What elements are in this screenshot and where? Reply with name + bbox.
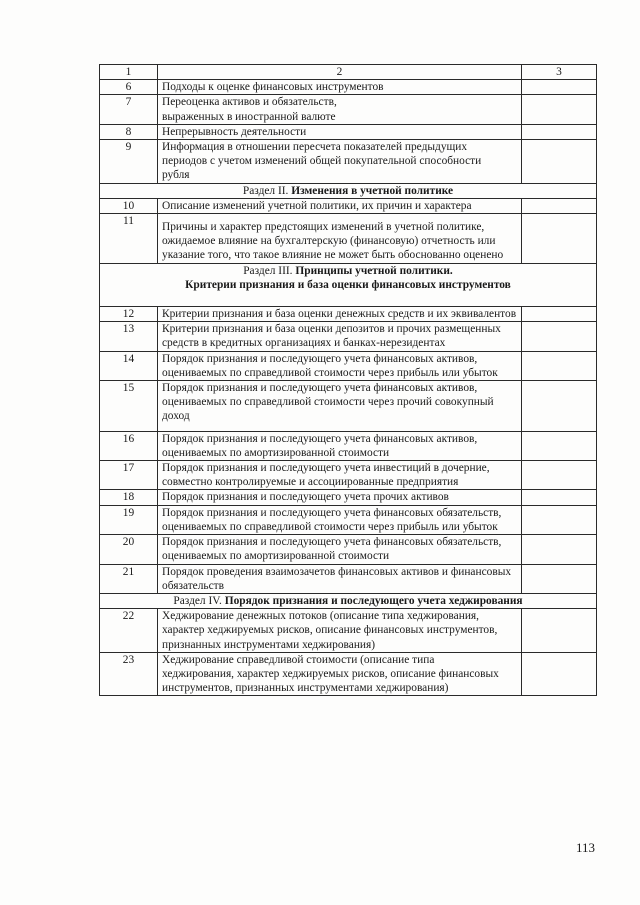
page-number: 113	[576, 840, 596, 855]
row-value-cell	[522, 307, 597, 322]
row-number: 22	[100, 609, 158, 653]
row-text: Порядок проведения взаимозачетов финансовых активов и финансовых обязательств	[158, 564, 522, 593]
row-text: Порядок признания и последующего учета финансовых активов, оцениваемых по справедливой стоимости через прибыль или убыток	[158, 351, 522, 380]
section-header-row	[100, 263, 597, 306]
row-number: 15	[100, 381, 158, 432]
row-value-cell	[522, 381, 597, 432]
table-row	[100, 461, 597, 490]
row-value-cell	[522, 431, 597, 460]
table-row	[100, 214, 597, 264]
table-row	[100, 381, 597, 432]
row-text: Порядок признания и последующего учета финансовых обязательств, оцениваемых по амортизированной стоимости	[158, 535, 522, 564]
section-4-heading	[100, 593, 597, 608]
section-header-row	[100, 183, 597, 198]
section-3-title-line1: Принципы учетной политики.	[295, 264, 453, 277]
section-2-heading	[100, 183, 597, 198]
row-value-cell	[522, 214, 597, 264]
section-3-prefix: Раздел III.	[243, 264, 293, 277]
section-2-title: Изменения в учетной политике	[291, 184, 454, 197]
row-text: Непрерывность деятельности	[158, 124, 522, 139]
row-number: 23	[100, 652, 158, 696]
header-col2: 2	[158, 65, 522, 80]
table-row	[100, 564, 597, 593]
row-value-cell	[522, 652, 597, 696]
row-text: Критерии признания и база оценки денежных средств и их эквивалентов	[158, 307, 522, 322]
table-row	[100, 505, 597, 534]
table-row	[100, 535, 597, 564]
row-text: Порядок признания и последующего учета финансовых обязательств, оцениваемых по справедливой стоимости через прибыль или убыток	[158, 505, 522, 534]
row-text: Порядок признания и последующего учета прочих активов	[158, 490, 522, 505]
table-row	[100, 95, 597, 124]
table-row	[100, 652, 597, 696]
row-value-cell	[522, 95, 597, 124]
row-value-cell	[522, 609, 597, 653]
row-text: Информация в отношении пересчета показателей предыдущих периодов с учетом изменений общей покупательной способности рубля	[158, 140, 522, 184]
section-header-row	[100, 593, 597, 608]
row-value-cell	[522, 124, 597, 139]
section-4-title: Порядок признания и последующего учета хеджирования	[224, 594, 523, 607]
row-number: 16	[100, 431, 158, 460]
row-value-cell	[522, 535, 597, 564]
table-row	[100, 307, 597, 322]
table-row	[100, 140, 597, 184]
row-value-cell	[522, 461, 597, 490]
row-number: 21	[100, 564, 158, 593]
row-number: 20	[100, 535, 158, 564]
section-3-title-line2: Критерии признания и база оценки финансовых инструментов	[185, 278, 511, 291]
header-col1: 1	[100, 65, 158, 80]
table-row	[100, 322, 597, 351]
row-text: Причины и характер предстоящих изменений в учетной политике, ожидаемое влияние на бухгалтерскую (финансовую) отчетность или указание того, что такое влияние не может быть обоснованно оценено	[158, 214, 522, 264]
row-text: Порядок признания и последующего учета финансовых активов, оцениваемых по справедливой стоимости через прочий совокупный доход	[158, 381, 522, 432]
row-number: 10	[100, 198, 158, 213]
section-2-prefix: Раздел II.	[242, 184, 289, 197]
table-header-row	[100, 65, 597, 80]
row-text: Критерии признания и база оценки депозитов и прочих размещенных средств в кредитных организациях и банках-нерезидентах	[158, 322, 522, 351]
row-text: Порядок признания и последующего учета инвестиций в дочерние, совместно контролируемые и ассоциированные предприятия	[158, 461, 522, 490]
row-number: 14	[100, 351, 158, 380]
row-number: 8	[100, 124, 158, 139]
row-value-cell	[522, 140, 597, 184]
row-value-cell	[522, 351, 597, 380]
table-row	[100, 431, 597, 460]
row-value-cell	[522, 505, 597, 534]
accounting-policy-table	[99, 64, 597, 696]
header-col3: 3	[522, 65, 597, 80]
table-row	[100, 490, 597, 505]
row-number: 17	[100, 461, 158, 490]
row-value-cell	[522, 564, 597, 593]
row-number: 18	[100, 490, 158, 505]
table-row	[100, 124, 597, 139]
section-3-heading	[100, 263, 597, 306]
row-value-cell	[522, 80, 597, 95]
row-number: 12	[100, 307, 158, 322]
section-4-prefix: Раздел IV.	[173, 594, 222, 607]
row-number: 9	[100, 140, 158, 184]
row-value-cell	[522, 322, 597, 351]
table-row	[100, 198, 597, 213]
row-number: 6	[100, 80, 158, 95]
row-text: Порядок признания и последующего учета финансовых активов, оцениваемых по амортизированной стоимости	[158, 431, 522, 460]
row-text: Подходы к оценке финансовых инструментов	[158, 80, 522, 95]
row-text: Переоценка активов и обязательств, выраженных в иностранной валюте	[158, 95, 522, 124]
table-row	[100, 351, 597, 380]
row-value-cell	[522, 490, 597, 505]
row-number: 7	[100, 95, 158, 124]
row-text: Хеджирование справедливой стоимости (описание типа хеджирования, характер хеджируемых рисков, описание финансовых инструментов, признанных инструментами хеджирования)	[158, 652, 522, 696]
row-value-cell	[522, 198, 597, 213]
row-text: Описание изменений учетной политики, их причин и характера	[158, 198, 522, 213]
row-number: 11	[100, 214, 158, 264]
row-text: Хеджирование денежных потоков (описание типа хеджирования, характер хеджируемых рисков, описание финансовых инструментов, признанных инструментами хеджирования)	[158, 609, 522, 653]
table-row	[100, 609, 597, 653]
table-row	[100, 80, 597, 95]
row-number: 19	[100, 505, 158, 534]
row-number: 13	[100, 322, 158, 351]
